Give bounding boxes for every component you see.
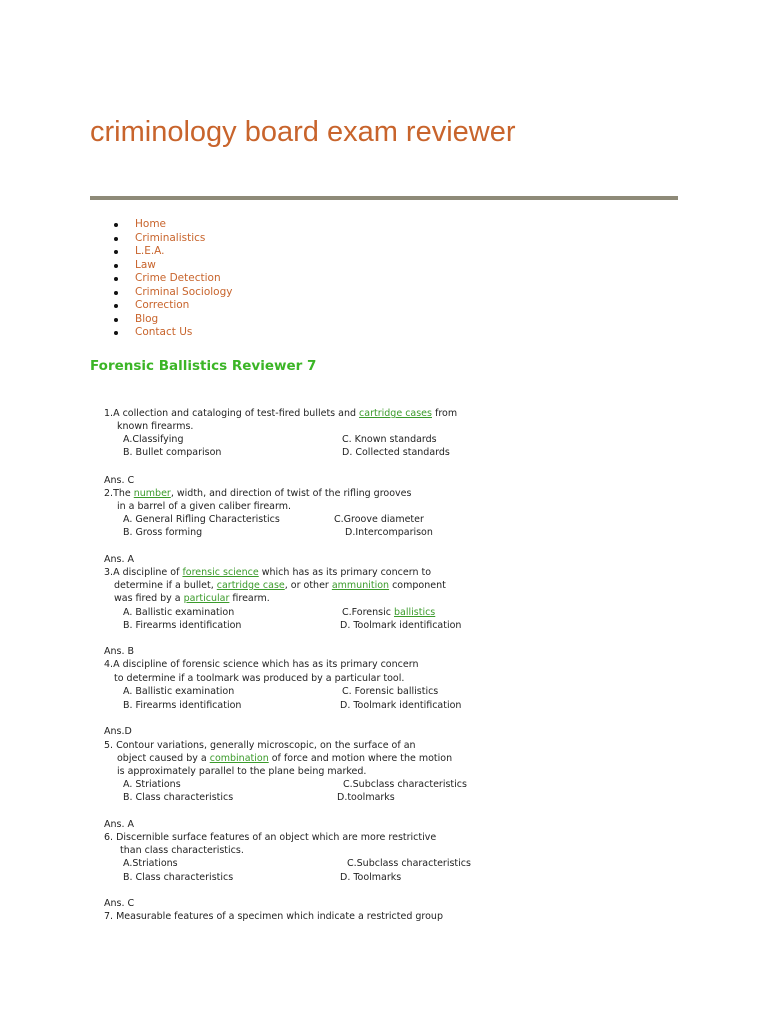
q2-line-2: in a barrel of a given caliber firearm. bbox=[117, 501, 291, 512]
link-cartridge-case[interactable]: cartridge case bbox=[216, 580, 285, 591]
q3-option-d: D. Toolmark identification bbox=[340, 620, 462, 631]
nav-link-correction[interactable]: Correction bbox=[135, 299, 190, 311]
q2-option-c: C.Groove diameter bbox=[334, 514, 424, 525]
q3-text: was fired by a bbox=[114, 593, 184, 604]
q2-option-b: B. Gross forming bbox=[123, 527, 203, 538]
q6-option-d: D. Toolmarks bbox=[340, 872, 402, 883]
bullet-icon bbox=[114, 291, 118, 295]
q1-option-d: D. Collected standards bbox=[342, 447, 450, 458]
q4-option-b: B. Firearms identification bbox=[123, 700, 242, 711]
q2-option-a: A. General Rifling Characteristics bbox=[123, 514, 280, 525]
q6-line-2: than class characteristics. bbox=[120, 845, 244, 856]
q1-option-c: C. Known standards bbox=[342, 434, 437, 445]
nav-item-blog bbox=[90, 313, 232, 327]
q3-text: 3.A discipline of bbox=[104, 567, 183, 578]
bullet-icon bbox=[114, 331, 118, 335]
bullet-icon bbox=[114, 250, 118, 254]
q3-option-a: A. Ballistic examination bbox=[123, 607, 235, 618]
bullet-icon bbox=[114, 264, 118, 268]
q3-answer: Ans. B bbox=[104, 646, 135, 657]
q1-line-2: known firearms. bbox=[117, 421, 194, 432]
nav-item-contact-us bbox=[90, 326, 232, 340]
nav-link-criminalistics[interactable]: Criminalistics bbox=[135, 231, 206, 244]
q3-option-b: B. Firearms identification bbox=[123, 620, 242, 631]
q2-line-1 bbox=[104, 487, 411, 500]
q6-line-1: 6. Discernible surface features of an object which are more restrictive bbox=[104, 832, 437, 843]
q2-option-d: D.Intercomparison bbox=[345, 527, 433, 538]
q5-text: object caused by a bbox=[117, 753, 210, 764]
q3-option-c bbox=[342, 606, 435, 619]
q4-option-d: D. Toolmark identification bbox=[340, 700, 462, 711]
post-title: Forensic Ballistics Reviewer 7 bbox=[90, 358, 317, 374]
nav-item-correction bbox=[90, 299, 232, 313]
q6-option-b: B. Class characteristics bbox=[123, 872, 234, 883]
q3-line-2 bbox=[114, 579, 446, 592]
q5-text: of force and motion where the motion bbox=[268, 753, 453, 764]
q1-text: from bbox=[431, 408, 458, 419]
nav-link-law[interactable]: Law bbox=[135, 258, 156, 271]
bullet-icon bbox=[114, 223, 118, 227]
nav-item-criminalistics bbox=[90, 232, 232, 246]
q5-option-a: A. Striations bbox=[123, 779, 181, 790]
nav-item-law bbox=[90, 259, 232, 273]
nav-link-lea[interactable]: L.E.A. bbox=[135, 245, 165, 257]
link-ammunition[interactable]: ammunition bbox=[331, 580, 390, 591]
q1-option-b: B. Bullet comparison bbox=[123, 447, 222, 458]
q3-text: determine if a bullet, bbox=[114, 580, 217, 591]
q7-line-1: 7. Measurable features of a specimen which indicate a restricted group bbox=[104, 911, 443, 922]
nav-link-contact-us[interactable]: Contact Us bbox=[135, 326, 193, 338]
q3-text: firearm. bbox=[229, 593, 270, 604]
site-title: criminology board exam reviewer bbox=[90, 116, 516, 148]
bullet-icon bbox=[114, 318, 118, 322]
nav-item-lea bbox=[90, 245, 232, 259]
q5-line-1: 5. Contour variations, generally microscopic, on the surface of an bbox=[104, 740, 416, 751]
q3-line-1 bbox=[104, 566, 431, 579]
header-divider bbox=[90, 196, 678, 200]
link-combination[interactable]: combination bbox=[209, 753, 269, 764]
q4-option-c: C. Forensic ballistics bbox=[342, 686, 439, 697]
q1-option-a: A.Classifying bbox=[123, 434, 184, 445]
nav-item-criminal-sociology bbox=[90, 286, 232, 300]
q5-option-b: B. Class characteristics bbox=[123, 792, 234, 803]
q3-line-3 bbox=[114, 592, 270, 605]
main-nav bbox=[90, 218, 232, 340]
bullet-icon bbox=[114, 277, 118, 281]
nav-link-home[interactable]: Home bbox=[135, 218, 167, 230]
q2-text: 2.The bbox=[104, 488, 134, 499]
nav-link-blog[interactable]: Blog bbox=[135, 312, 159, 325]
q2-text: , width, and direction of twist of the rifling grooves bbox=[170, 488, 412, 499]
q1-line-1 bbox=[104, 407, 457, 420]
q1-answer: Ans. C bbox=[104, 475, 135, 486]
q4-line-1: 4.A discipline of forensic science which has as its primary concern bbox=[104, 659, 419, 670]
q5-answer: Ans. A bbox=[104, 819, 135, 830]
link-forensic-science[interactable]: forensic science bbox=[182, 567, 259, 578]
nav-item-crime-detection bbox=[90, 272, 232, 286]
link-ballistics[interactable]: ballistics bbox=[394, 607, 436, 618]
q3-text: , or other bbox=[284, 580, 332, 591]
bullet-icon bbox=[114, 304, 118, 308]
nav-link-criminal-sociology[interactable]: Criminal Sociology bbox=[135, 285, 233, 298]
q2-answer: Ans. A bbox=[104, 554, 135, 565]
q4-line-2: to determine if a toolmark was produced by a particular tool. bbox=[114, 673, 405, 684]
q1-text: 1.A collection and cataloging of test-fired bullets and bbox=[104, 408, 360, 419]
q5-line-3: is approximately parallel to the plane being marked. bbox=[117, 766, 367, 777]
q3-text: C.Forensic bbox=[342, 607, 394, 618]
q6-answer: Ans. C bbox=[104, 898, 135, 909]
q4-option-a: A. Ballistic examination bbox=[123, 686, 235, 697]
link-particular[interactable]: particular bbox=[183, 593, 230, 604]
q6-option-a: A.Striations bbox=[123, 858, 178, 869]
bullet-icon bbox=[114, 237, 118, 241]
link-number[interactable]: number bbox=[133, 488, 171, 499]
nav-link-crime-detection[interactable]: Crime Detection bbox=[135, 272, 221, 284]
q6-option-c: C.Subclass characteristics bbox=[347, 858, 471, 869]
q4-answer: Ans.D bbox=[104, 726, 132, 737]
link-cartridge-cases[interactable]: cartridge cases bbox=[359, 408, 432, 419]
q5-option-d: D.toolmarks bbox=[337, 792, 395, 803]
q3-text: which has as its primary concern to bbox=[258, 567, 432, 578]
nav-item-home bbox=[90, 218, 232, 232]
q3-text: component bbox=[389, 580, 446, 591]
q5-line-2 bbox=[117, 752, 452, 765]
q5-option-c: C.Subclass characteristics bbox=[343, 779, 467, 790]
